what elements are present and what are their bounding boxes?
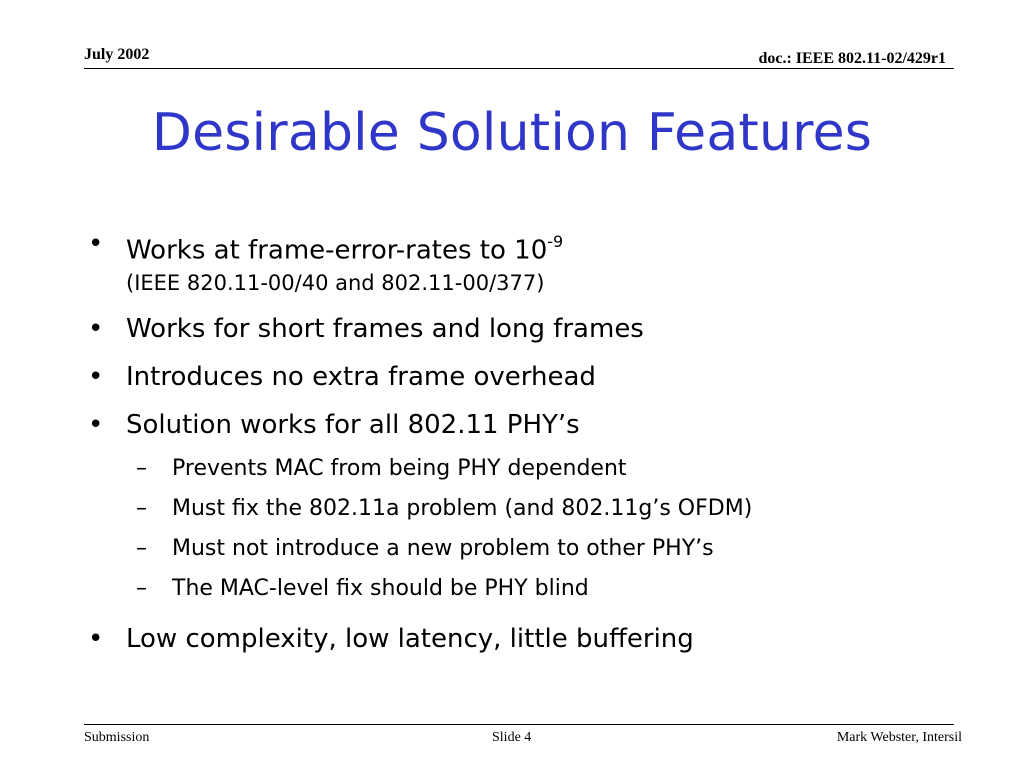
- sub-bullet-marker: –: [136, 495, 147, 521]
- bullet-all-phys: [88, 409, 968, 441]
- sub-bullet-marker: –: [136, 455, 147, 481]
- header-date: July 2002: [84, 46, 150, 63]
- footer-slide-number: Slide 4: [492, 730, 532, 745]
- bullet-frame-error-rates: [88, 228, 968, 297]
- sub-bullet-text: The MAC-level fix should be PHY blind: [172, 575, 589, 601]
- sub-bullet-list: [88, 449, 968, 609]
- bullet-text: Low complexity, low latency, little buffering: [126, 623, 694, 654]
- slide-title: Desirable Solution Features: [151, 103, 873, 163]
- bullet-text: Works for short frames and long frames: [126, 313, 644, 344]
- sub-bullet: [88, 489, 968, 529]
- bullet-list: [88, 228, 968, 671]
- sub-bullet-text: Prevents MAC from being PHY dependent: [172, 455, 627, 481]
- bullet-marker: •: [88, 623, 104, 654]
- bullet-marker: •: [88, 409, 104, 440]
- sub-bullet: [88, 529, 968, 569]
- sub-bullet: [88, 449, 968, 489]
- bullet-reference: (IEEE 820.11-00/40 and 802.11-00/377): [126, 270, 545, 295]
- bullet-low-complexity: [88, 623, 968, 655]
- sub-bullet-text: Must not introduce a new problem to other PHY’s: [172, 535, 714, 561]
- footer-divider: [84, 724, 954, 725]
- bullet-no-overhead: [88, 361, 968, 393]
- bullet-superscript: -9: [547, 232, 564, 251]
- header-doc-id: doc.: IEEE 802.11-02/429r1: [758, 50, 946, 67]
- bullet-text: Introduces no extra frame overhead: [126, 361, 596, 392]
- sub-bullet-marker: –: [136, 535, 147, 561]
- bullet-short-long-frames: [88, 313, 968, 345]
- header-divider: [84, 68, 954, 69]
- bullet-marker: •: [88, 229, 104, 259]
- bullet-text: Works at frame-error-rates to 10: [126, 235, 548, 266]
- footer-submission: Submission: [84, 730, 150, 745]
- bullet-marker: •: [88, 313, 104, 344]
- bullet-text: Solution works for all 802.11 PHY’s: [126, 409, 580, 440]
- sub-bullet-marker: –: [136, 575, 147, 601]
- sub-bullet: [88, 569, 968, 609]
- footer-author: Mark Webster, Intersil: [836, 730, 962, 745]
- sub-bullet-text: Must fix the 802.11a problem (and 802.11g’s OFDM): [172, 495, 753, 521]
- bullet-marker: •: [88, 361, 104, 392]
